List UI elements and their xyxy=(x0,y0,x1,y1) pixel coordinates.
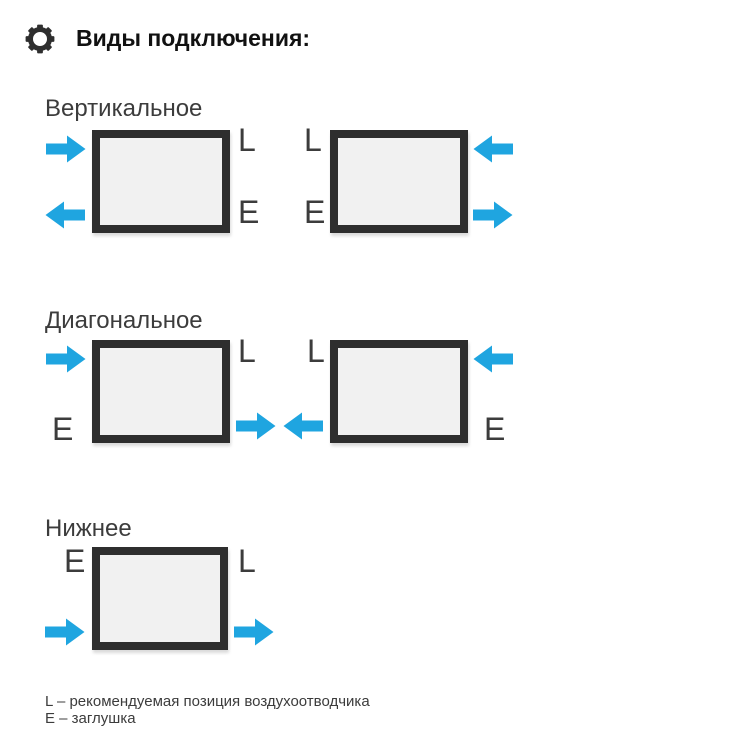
gear-icon xyxy=(24,23,56,55)
plug-position-label: E xyxy=(52,411,74,447)
inlet-arrow-icon xyxy=(473,134,513,164)
inlet-arrow-icon xyxy=(46,344,86,374)
air-vent-position-label: L xyxy=(238,543,256,579)
page-title: Виды подключения: xyxy=(76,25,311,51)
outlet-arrow-icon xyxy=(236,411,276,441)
legend-air-vent: L – рекомендуемая позиция воздухоотводчика xyxy=(45,693,370,710)
inlet-arrow-icon xyxy=(46,134,86,164)
radiator-box xyxy=(92,130,230,233)
outlet-arrow-icon xyxy=(473,200,513,230)
radiator-box xyxy=(92,547,228,650)
plug-position-label: E xyxy=(238,194,260,230)
radiator-box xyxy=(330,340,468,443)
outlet-arrow-icon xyxy=(234,617,274,647)
inlet-arrow-icon xyxy=(473,344,513,374)
plug-position-label: E xyxy=(64,543,86,579)
plug-position-label: E xyxy=(304,194,326,230)
legend-plug: E – заглушка xyxy=(45,710,136,727)
radiator-box xyxy=(330,130,468,233)
section-label: Диагональное xyxy=(45,307,203,334)
outlet-arrow-icon xyxy=(45,200,85,230)
outlet-arrow-icon xyxy=(283,411,323,441)
plug-position-label: E xyxy=(484,411,506,447)
radiator-box xyxy=(92,340,230,443)
section-label: Нижнее xyxy=(45,515,132,542)
air-vent-position-label: L xyxy=(238,333,256,369)
air-vent-position-label: L xyxy=(307,333,325,369)
air-vent-position-label: L xyxy=(238,122,256,158)
air-vent-position-label: L xyxy=(304,122,322,158)
inlet-arrow-icon xyxy=(45,617,85,647)
section-label: Вертикальное xyxy=(45,95,203,122)
